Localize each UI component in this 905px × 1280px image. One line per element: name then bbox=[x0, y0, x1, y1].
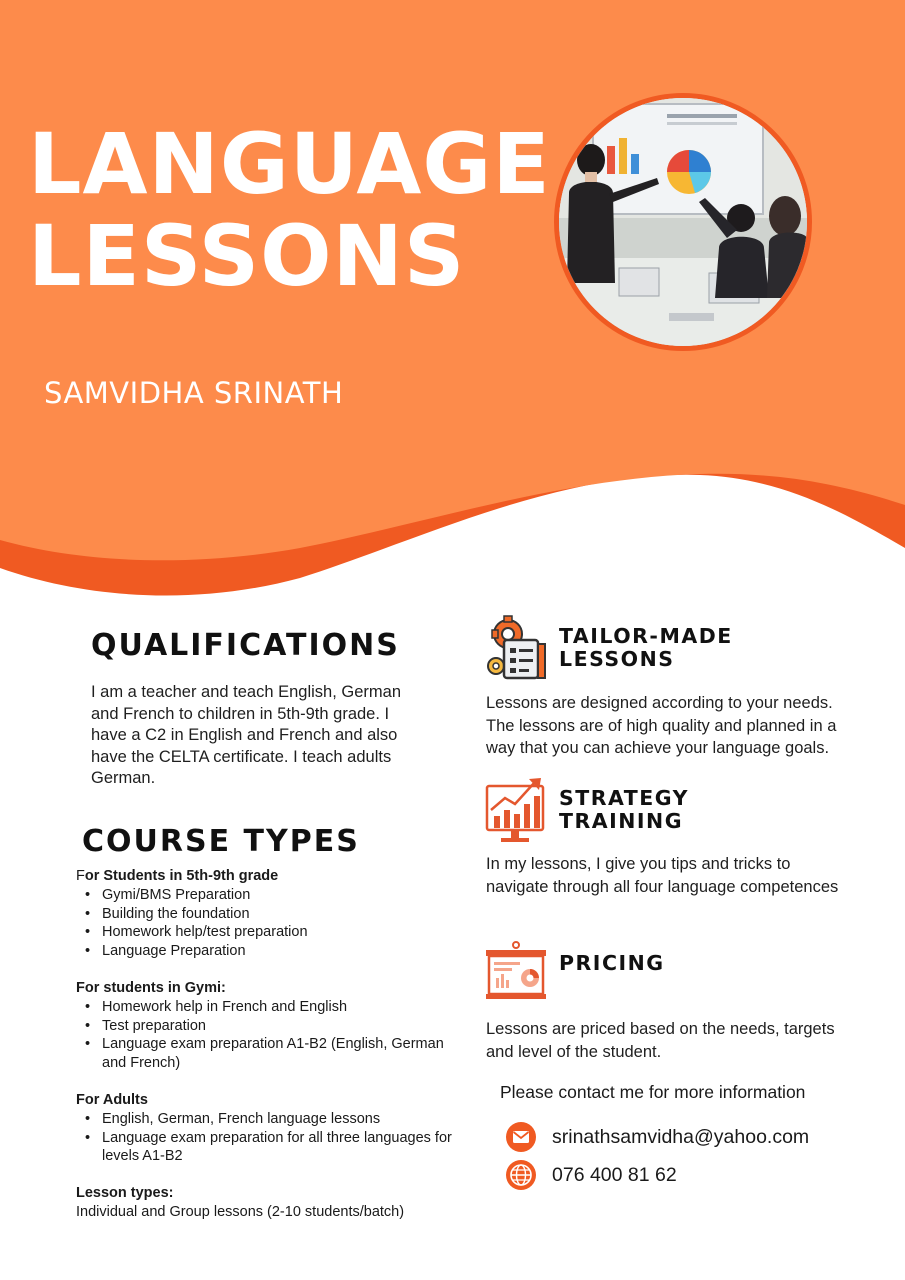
tailor-made-text: Lessons are designed according to your needs. The lessons are of high quality and planned in a way that you can achieve your language goals. bbox=[486, 694, 837, 757]
strategy-training-heading-line-1: STRATEGY bbox=[559, 786, 690, 810]
course-group-title: For students in Gymi: bbox=[76, 979, 226, 996]
strategy-training-heading bbox=[559, 787, 689, 833]
course-types-heading: COURSE TYPES bbox=[82, 824, 360, 859]
list-item: • Test preparation bbox=[76, 1017, 456, 1036]
list-item: • English, German, French language lessons bbox=[76, 1110, 456, 1129]
contact-lead: Please contact me for more information bbox=[500, 1082, 806, 1102]
contact-email-row[interactable] bbox=[506, 1122, 809, 1152]
teacher-name: SAMVIDHA SRINATH bbox=[44, 376, 344, 410]
list-item: • Language Preparation bbox=[76, 942, 456, 961]
pricing-heading bbox=[559, 952, 665, 975]
course-group-adults bbox=[76, 1091, 456, 1166]
qualifications-text: I am a teacher and teach English, German and French to children in 5th-9th grade. I have a C2 in English and French and also have the CELTA certificate. I teach adults German. bbox=[91, 683, 402, 787]
course-group-title-prefix: F bbox=[76, 868, 85, 884]
course-group-students bbox=[76, 867, 456, 961]
pricing-heading-line-1: PRICING bbox=[559, 951, 665, 975]
hero-photo bbox=[554, 93, 812, 351]
presentation-board-icon bbox=[484, 940, 548, 1005]
contact-email[interactable]: srinathsamvidha@yahoo.com bbox=[552, 1125, 810, 1148]
lesson-types bbox=[76, 1184, 456, 1222]
growth-chart-icon bbox=[485, 776, 547, 849]
list-item: • Language exam preparation A1-B2 (English, German and French) bbox=[76, 1035, 456, 1073]
title-line-2: LESSONS bbox=[28, 207, 466, 305]
tailor-made-heading bbox=[559, 625, 733, 671]
page-title bbox=[28, 115, 551, 305]
list-item: • Language exam preparation for all three languages for levels A1-B2 bbox=[76, 1129, 456, 1167]
course-group-gymi bbox=[76, 979, 456, 1073]
list-item: • Homework help in French and English bbox=[76, 998, 456, 1017]
contact-phone[interactable]: 076 400 81 62 bbox=[552, 1163, 677, 1186]
contact-phone-row[interactable] bbox=[506, 1160, 677, 1190]
title-line-1: LANGUAGE bbox=[28, 115, 551, 213]
strategy-training-heading-line-2: TRAINING bbox=[559, 809, 684, 833]
mail-icon bbox=[506, 1122, 536, 1152]
tailor-made-heading-line-2: LESSONS bbox=[559, 647, 675, 671]
strategy-training-text: In my lessons, I give you tips and tricks to navigate through all four language competences bbox=[486, 855, 839, 896]
lesson-types-text: Individual and Group lessons (2-10 students/batch) bbox=[76, 1203, 405, 1220]
tailor-made-heading-line-1: TAILOR-MADE bbox=[559, 624, 733, 648]
pricing-text: Lessons are priced based on the needs, targets and level of the student. bbox=[486, 1020, 835, 1061]
globe-icon bbox=[506, 1160, 536, 1190]
lesson-types-title: Lesson types: bbox=[76, 1185, 174, 1202]
course-group-title: For Adults bbox=[76, 1091, 148, 1108]
gear-document-icon bbox=[486, 614, 548, 687]
qualifications-heading: QUALIFICATIONS bbox=[91, 628, 400, 663]
course-group-title bbox=[76, 867, 456, 886]
course-group-title-rest: or Students in 5th-9th grade bbox=[84, 868, 279, 884]
list-item: • Homework help/test preparation bbox=[76, 923, 456, 942]
list-item: • Gymi/BMS Preparation bbox=[76, 886, 456, 905]
course-types-list bbox=[76, 867, 456, 1240]
list-item: • Building the foundation bbox=[76, 905, 456, 924]
